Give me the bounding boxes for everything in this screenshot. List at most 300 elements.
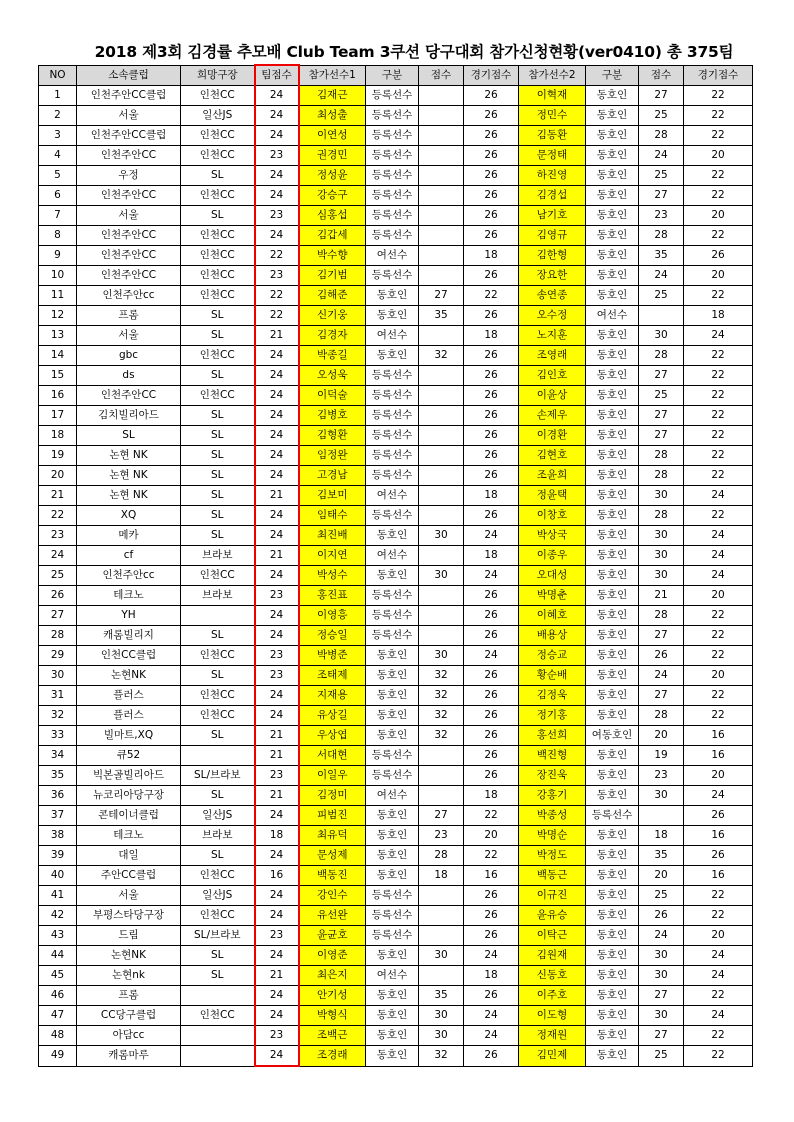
cell-score1 xyxy=(419,326,464,346)
cell-player2: 정기홍 xyxy=(519,706,586,726)
cell-score1: 30 xyxy=(419,946,464,966)
cell-player1: 우상엽 xyxy=(299,726,366,746)
cell-team-score: 24 xyxy=(255,1046,299,1067)
cell-player2: 이도형 xyxy=(519,1006,586,1026)
cell-venue: 인천CC xyxy=(181,1006,255,1026)
cell-player1: 김경자 xyxy=(299,326,366,346)
cell-score1: 18 xyxy=(419,866,464,886)
cell-venue: SL xyxy=(181,206,255,226)
cell-score1 xyxy=(419,506,464,526)
cell-match-score2: 22 xyxy=(684,506,753,526)
cell-team-score: 24 xyxy=(255,846,299,866)
cell-match-score2: 24 xyxy=(684,966,753,986)
cell-no: 46 xyxy=(39,986,77,1006)
cell-team-score: 21 xyxy=(255,546,299,566)
cell-team-score: 24 xyxy=(255,986,299,1006)
cell-club: 인천주안cc xyxy=(77,566,181,586)
cell-match-score1: 26 xyxy=(464,686,519,706)
cell-player1: 권경민 xyxy=(299,146,366,166)
cell-no: 29 xyxy=(39,646,77,666)
table-row xyxy=(39,746,753,766)
cell-player2: 김현호 xyxy=(519,446,586,466)
cell-score2: 35 xyxy=(639,246,684,266)
cell-match-score2: 24 xyxy=(684,486,753,506)
cell-type1: 등록선수 xyxy=(366,146,419,166)
cell-no: 17 xyxy=(39,406,77,426)
cell-match-score2: 22 xyxy=(684,366,753,386)
cell-type2: 동호인 xyxy=(586,866,639,886)
cell-type2: 동호인 xyxy=(586,1026,639,1046)
cell-no: 48 xyxy=(39,1026,77,1046)
cell-score2: 18 xyxy=(639,826,684,846)
cell-type1: 등록선수 xyxy=(366,186,419,206)
cell-team-score: 24 xyxy=(255,166,299,186)
header-player2: 참가선수2 xyxy=(519,65,586,86)
cell-match-score2: 20 xyxy=(684,266,753,286)
header-match-score2: 경기점수 xyxy=(684,65,753,86)
cell-match-score1: 26 xyxy=(464,366,519,386)
cell-team-score: 24 xyxy=(255,906,299,926)
cell-team-score: 23 xyxy=(255,646,299,666)
cell-venue xyxy=(181,986,255,1006)
cell-player2: 정윤택 xyxy=(519,486,586,506)
cell-player1: 강인수 xyxy=(299,886,366,906)
cell-venue: SL xyxy=(181,506,255,526)
cell-type2: 동호인 xyxy=(586,706,639,726)
cell-club: 김치빌리아드 xyxy=(77,406,181,426)
cell-type1: 등록선수 xyxy=(366,506,419,526)
cell-match-score2: 24 xyxy=(684,946,753,966)
cell-club: 인천CC클럽 xyxy=(77,646,181,666)
cell-type2: 동호인 xyxy=(586,186,639,206)
cell-match-score1: 26 xyxy=(464,1046,519,1067)
cell-type2: 동호인 xyxy=(586,546,639,566)
cell-no: 13 xyxy=(39,326,77,346)
cell-match-score2: 24 xyxy=(684,566,753,586)
cell-match-score1: 26 xyxy=(464,746,519,766)
cell-type1: 동호인 xyxy=(366,306,419,326)
cell-no: 14 xyxy=(39,346,77,366)
cell-match-score2: 26 xyxy=(684,846,753,866)
cell-player2: 정민수 xyxy=(519,106,586,126)
cell-match-score2: 22 xyxy=(684,346,753,366)
cell-score1 xyxy=(419,966,464,986)
cell-no: 24 xyxy=(39,546,77,566)
table-row xyxy=(39,146,753,166)
cell-type2: 동호인 xyxy=(586,1006,639,1026)
cell-player1: 박병준 xyxy=(299,646,366,666)
cell-no: 5 xyxy=(39,166,77,186)
table-row xyxy=(39,626,753,646)
cell-type2: 동호인 xyxy=(586,826,639,846)
cell-club: cf xyxy=(77,546,181,566)
cell-club: 서울 xyxy=(77,326,181,346)
cell-club: 인천주안CC xyxy=(77,246,181,266)
cell-score2: 25 xyxy=(639,386,684,406)
cell-player1: 백동진 xyxy=(299,866,366,886)
cell-type1: 등록선수 xyxy=(366,406,419,426)
cell-team-score: 24 xyxy=(255,426,299,446)
cell-no: 32 xyxy=(39,706,77,726)
cell-match-score1: 26 xyxy=(464,766,519,786)
cell-venue: 인천CC xyxy=(181,686,255,706)
table-row xyxy=(39,306,753,326)
cell-type1: 동호인 xyxy=(366,646,419,666)
cell-club: ds xyxy=(77,366,181,386)
cell-match-score1: 24 xyxy=(464,566,519,586)
header-player1: 참가선수1 xyxy=(299,65,366,86)
cell-type2: 동호인 xyxy=(586,926,639,946)
cell-type2: 동호인 xyxy=(586,286,639,306)
table-row xyxy=(39,386,753,406)
header-type2: 구분 xyxy=(586,65,639,86)
cell-team-score: 24 xyxy=(255,406,299,426)
registration-table xyxy=(38,64,753,1067)
cell-team-score: 24 xyxy=(255,686,299,706)
cell-match-score2: 22 xyxy=(684,466,753,486)
cell-player2: 박명춘 xyxy=(519,586,586,606)
cell-type2: 동호인 xyxy=(586,606,639,626)
cell-club: 캐롬빌리지 xyxy=(77,626,181,646)
cell-team-score: 23 xyxy=(255,206,299,226)
cell-club: 인천주안cc xyxy=(77,286,181,306)
table-row xyxy=(39,286,753,306)
cell-match-score2: 22 xyxy=(684,986,753,1006)
cell-team-score: 23 xyxy=(255,586,299,606)
cell-match-score2: 26 xyxy=(684,246,753,266)
cell-no: 8 xyxy=(39,226,77,246)
cell-match-score1: 26 xyxy=(464,706,519,726)
cell-score2: 25 xyxy=(639,106,684,126)
table-row xyxy=(39,206,753,226)
cell-club: 드림 xyxy=(77,926,181,946)
cell-club: 인천주안CC xyxy=(77,266,181,286)
cell-no: 15 xyxy=(39,366,77,386)
cell-venue: 인천CC xyxy=(181,246,255,266)
cell-score2: 30 xyxy=(639,966,684,986)
cell-no: 20 xyxy=(39,466,77,486)
cell-team-score: 22 xyxy=(255,246,299,266)
cell-player1: 김재근 xyxy=(299,86,366,106)
cell-player1: 이덕술 xyxy=(299,386,366,406)
cell-club: 아담cc xyxy=(77,1026,181,1046)
cell-match-score1: 26 xyxy=(464,106,519,126)
cell-type1: 동호인 xyxy=(366,826,419,846)
cell-score1: 32 xyxy=(419,1046,464,1067)
cell-player2: 손제우 xyxy=(519,406,586,426)
cell-match-score1: 26 xyxy=(464,426,519,446)
cell-player1: 정승일 xyxy=(299,626,366,646)
cell-type1: 동호인 xyxy=(366,706,419,726)
cell-player1: 안기성 xyxy=(299,986,366,1006)
cell-club: 우정 xyxy=(77,166,181,186)
cell-score1 xyxy=(419,586,464,606)
cell-player1: 김해준 xyxy=(299,286,366,306)
cell-type2: 동호인 xyxy=(586,506,639,526)
cell-no: 11 xyxy=(39,286,77,306)
cell-no: 10 xyxy=(39,266,77,286)
cell-match-score2: 16 xyxy=(684,746,753,766)
cell-match-score2: 22 xyxy=(684,126,753,146)
cell-player1: 피범진 xyxy=(299,806,366,826)
cell-score2: 27 xyxy=(639,426,684,446)
table-row xyxy=(39,566,753,586)
cell-venue: 인천CC xyxy=(181,706,255,726)
cell-player1: 이연성 xyxy=(299,126,366,146)
cell-score2: 25 xyxy=(639,166,684,186)
header-row xyxy=(39,65,753,86)
cell-player1: 유상길 xyxy=(299,706,366,726)
cell-venue: SL xyxy=(181,406,255,426)
cell-score1: 30 xyxy=(419,1006,464,1026)
cell-player1: 문성제 xyxy=(299,846,366,866)
table-row xyxy=(39,826,753,846)
cell-no: 18 xyxy=(39,426,77,446)
cell-score1 xyxy=(419,746,464,766)
table-row xyxy=(39,606,753,626)
cell-player1: 임태수 xyxy=(299,506,366,526)
cell-score2: 25 xyxy=(639,886,684,906)
cell-score1: 32 xyxy=(419,686,464,706)
cell-match-score1: 26 xyxy=(464,206,519,226)
cell-match-score2: 22 xyxy=(684,1026,753,1046)
cell-no: 38 xyxy=(39,826,77,846)
cell-no: 41 xyxy=(39,886,77,906)
cell-no: 35 xyxy=(39,766,77,786)
cell-no: 42 xyxy=(39,906,77,926)
cell-player2: 신동호 xyxy=(519,966,586,986)
cell-no: 25 xyxy=(39,566,77,586)
cell-match-score2: 22 xyxy=(684,386,753,406)
cell-score2: 35 xyxy=(639,846,684,866)
cell-player1: 신기웅 xyxy=(299,306,366,326)
cell-type1: 등록선수 xyxy=(366,166,419,186)
cell-match-score2: 18 xyxy=(684,306,753,326)
cell-player2: 하진영 xyxy=(519,166,586,186)
cell-match-score2: 20 xyxy=(684,146,753,166)
cell-team-score: 22 xyxy=(255,286,299,306)
cell-score1 xyxy=(419,146,464,166)
cell-player2: 이윤상 xyxy=(519,386,586,406)
cell-player1: 심홍섭 xyxy=(299,206,366,226)
cell-club: gbc xyxy=(77,346,181,366)
cell-venue: 브라보 xyxy=(181,546,255,566)
cell-no: 12 xyxy=(39,306,77,326)
cell-no: 7 xyxy=(39,206,77,226)
cell-match-score1: 26 xyxy=(464,446,519,466)
cell-team-score: 23 xyxy=(255,666,299,686)
cell-type1: 등록선수 xyxy=(366,906,419,926)
cell-type1: 여선수 xyxy=(366,486,419,506)
cell-score2: 30 xyxy=(639,566,684,586)
table-row xyxy=(39,1026,753,1046)
cell-score1 xyxy=(419,546,464,566)
cell-team-score: 22 xyxy=(255,306,299,326)
cell-score2: 28 xyxy=(639,466,684,486)
cell-score1 xyxy=(419,486,464,506)
table-row xyxy=(39,706,753,726)
cell-type2: 동호인 xyxy=(586,326,639,346)
table-row xyxy=(39,846,753,866)
cell-player1: 최성출 xyxy=(299,106,366,126)
cell-club: 메카 xyxy=(77,526,181,546)
cell-venue: 브라보 xyxy=(181,586,255,606)
cell-player1: 박성수 xyxy=(299,566,366,586)
table-row xyxy=(39,186,753,206)
cell-player2: 윤유승 xyxy=(519,906,586,926)
cell-match-score1: 26 xyxy=(464,126,519,146)
cell-player1: 박형식 xyxy=(299,1006,366,1026)
cell-type2: 동호인 xyxy=(586,586,639,606)
table-row xyxy=(39,86,753,106)
table-row xyxy=(39,326,753,346)
table-row xyxy=(39,946,753,966)
cell-match-score2: 22 xyxy=(684,1046,753,1067)
cell-player2: 이창호 xyxy=(519,506,586,526)
cell-player2: 황순배 xyxy=(519,666,586,686)
cell-type2: 동호인 xyxy=(586,266,639,286)
table-row xyxy=(39,906,753,926)
cell-match-score2: 22 xyxy=(684,446,753,466)
cell-type2: 동호인 xyxy=(586,526,639,546)
cell-type1: 등록선수 xyxy=(366,126,419,146)
cell-match-score2: 24 xyxy=(684,326,753,346)
cell-score2: 23 xyxy=(639,206,684,226)
cell-no: 45 xyxy=(39,966,77,986)
cell-score1 xyxy=(419,626,464,646)
cell-score2: 24 xyxy=(639,926,684,946)
header-score2: 점수 xyxy=(639,65,684,86)
cell-score2: 23 xyxy=(639,766,684,786)
cell-match-score2: 20 xyxy=(684,666,753,686)
cell-player1: 윤균호 xyxy=(299,926,366,946)
cell-score2: 30 xyxy=(639,1006,684,1026)
cell-score2: 27 xyxy=(639,86,684,106)
cell-match-score1: 26 xyxy=(464,986,519,1006)
cell-score2: 20 xyxy=(639,866,684,886)
cell-player2: 오대성 xyxy=(519,566,586,586)
cell-venue: 인천CC xyxy=(181,146,255,166)
cell-club: 주안CC클럽 xyxy=(77,866,181,886)
cell-match-score2: 22 xyxy=(684,166,753,186)
cell-type1: 등록선수 xyxy=(366,606,419,626)
cell-venue: SL xyxy=(181,166,255,186)
cell-player1: 이영준 xyxy=(299,946,366,966)
cell-club: 인천주안CC xyxy=(77,146,181,166)
cell-club: 인천주안CC xyxy=(77,386,181,406)
cell-match-score1: 26 xyxy=(464,146,519,166)
cell-score1 xyxy=(419,426,464,446)
cell-type2: 동호인 xyxy=(586,86,639,106)
cell-club: 빅본골빌리아드 xyxy=(77,766,181,786)
cell-type1: 등록선수 xyxy=(366,466,419,486)
table-row xyxy=(39,726,753,746)
cell-team-score: 16 xyxy=(255,866,299,886)
cell-club: 인천주안CC클럽 xyxy=(77,86,181,106)
cell-team-score: 21 xyxy=(255,726,299,746)
cell-player1: 최진배 xyxy=(299,526,366,546)
cell-match-score1: 18 xyxy=(464,246,519,266)
cell-club: 뉴코리아당구장 xyxy=(77,786,181,806)
cell-score1: 32 xyxy=(419,706,464,726)
cell-player1: 강승구 xyxy=(299,186,366,206)
table-row xyxy=(39,406,753,426)
cell-no: 44 xyxy=(39,946,77,966)
cell-score2: 30 xyxy=(639,786,684,806)
cell-score1 xyxy=(419,226,464,246)
cell-match-score1: 26 xyxy=(464,506,519,526)
cell-player1: 김갑세 xyxy=(299,226,366,246)
cell-venue: SL xyxy=(181,946,255,966)
cell-no: 33 xyxy=(39,726,77,746)
cell-score1 xyxy=(419,906,464,926)
cell-player2: 문정태 xyxy=(519,146,586,166)
cell-score2: 28 xyxy=(639,506,684,526)
cell-type1: 등록선수 xyxy=(366,766,419,786)
cell-player2: 박상국 xyxy=(519,526,586,546)
cell-player2: 이경환 xyxy=(519,426,586,446)
cell-match-score1: 26 xyxy=(464,266,519,286)
cell-match-score2: 22 xyxy=(684,906,753,926)
cell-venue: 브라보 xyxy=(181,826,255,846)
cell-type2: 동호인 xyxy=(586,126,639,146)
table-row xyxy=(39,766,753,786)
cell-venue: 일산JS xyxy=(181,806,255,826)
cell-match-score2: 24 xyxy=(684,546,753,566)
header-no: NO xyxy=(39,65,77,86)
cell-player2: 김동환 xyxy=(519,126,586,146)
cell-score2: 28 xyxy=(639,606,684,626)
cell-no: 39 xyxy=(39,846,77,866)
cell-match-score1: 18 xyxy=(464,326,519,346)
cell-type2: 동호인 xyxy=(586,846,639,866)
cell-team-score: 24 xyxy=(255,386,299,406)
cell-venue: SL xyxy=(181,426,255,446)
cell-match-score2: 20 xyxy=(684,926,753,946)
cell-player1: 서대현 xyxy=(299,746,366,766)
cell-venue: SL/브라보 xyxy=(181,766,255,786)
table-row xyxy=(39,686,753,706)
cell-player1: 조경래 xyxy=(299,1046,366,1067)
cell-type2: 동호인 xyxy=(586,426,639,446)
cell-match-score1: 18 xyxy=(464,966,519,986)
cell-score2 xyxy=(639,806,684,826)
cell-score2: 27 xyxy=(639,366,684,386)
table-row xyxy=(39,646,753,666)
cell-club: 서울 xyxy=(77,106,181,126)
table-row xyxy=(39,126,753,146)
cell-team-score: 24 xyxy=(255,186,299,206)
cell-player2: 이혜호 xyxy=(519,606,586,626)
cell-type1: 등록선수 xyxy=(366,206,419,226)
cell-score1 xyxy=(419,206,464,226)
cell-player2: 백진형 xyxy=(519,746,586,766)
cell-score1: 27 xyxy=(419,806,464,826)
cell-score1: 30 xyxy=(419,526,464,546)
cell-type2: 동호인 xyxy=(586,786,639,806)
cell-venue: 인천CC xyxy=(181,286,255,306)
cell-team-score: 24 xyxy=(255,226,299,246)
cell-player2: 이탁근 xyxy=(519,926,586,946)
cell-player2: 정승교 xyxy=(519,646,586,666)
cell-player2: 김정욱 xyxy=(519,686,586,706)
cell-club: 부평스타당구장 xyxy=(77,906,181,926)
table-row xyxy=(39,426,753,446)
page-title: 2018 제3회 김경률 추모배 Club Team 3쿠션 당구대회 참가신청현황(ver0410) 총 375팀 xyxy=(94,43,734,61)
table-row xyxy=(39,966,753,986)
cell-score2: 30 xyxy=(639,326,684,346)
cell-player2: 김인호 xyxy=(519,366,586,386)
